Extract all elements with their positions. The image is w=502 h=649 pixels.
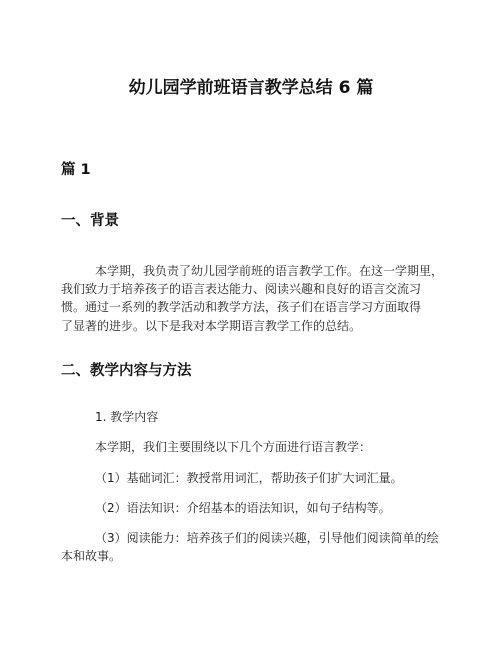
background-paragraph-line: 我们致力于培养孩子的语言表达能力、阅读兴趣和良好的语言交流习 — [61, 282, 422, 296]
list-item: （1）基础词汇：教授常用词汇，帮助孩子们扩大词汇量。 — [95, 471, 403, 485]
background-paragraph-line: 本学期，我负责了幼儿园学前班的语言教学工作。在这一学期里， — [95, 264, 444, 278]
list-item: （3）阅读能力：培养孩子们的阅读兴趣，引导他们阅读简单的绘 — [95, 531, 439, 545]
background-heading: 一、背景 — [61, 213, 119, 229]
list-item-continuation: 本和故事。 — [61, 549, 122, 563]
background-paragraph-line: 惯。通过一系列的教学活动和教学方法，孩子们在语言学习方面取得 — [61, 300, 422, 314]
background-paragraph-line: 了显著的进步。以下是我对本学期语言教学工作的总结。 — [61, 319, 362, 333]
content-methods-heading: 二、教学内容与方法 — [61, 363, 192, 379]
list-item: （2）语法知识：介绍基本的语法知识，如句子结构等。 — [95, 501, 391, 515]
part-heading: 篇 1 — [61, 162, 91, 178]
document-title: 幼儿园学前班语言教学总结 6 篇 — [128, 78, 374, 98]
content-intro: 本学期，我们主要围绕以下几个方面进行语言教学： — [95, 440, 372, 454]
subheading: 1. 教学内容 — [95, 410, 159, 424]
